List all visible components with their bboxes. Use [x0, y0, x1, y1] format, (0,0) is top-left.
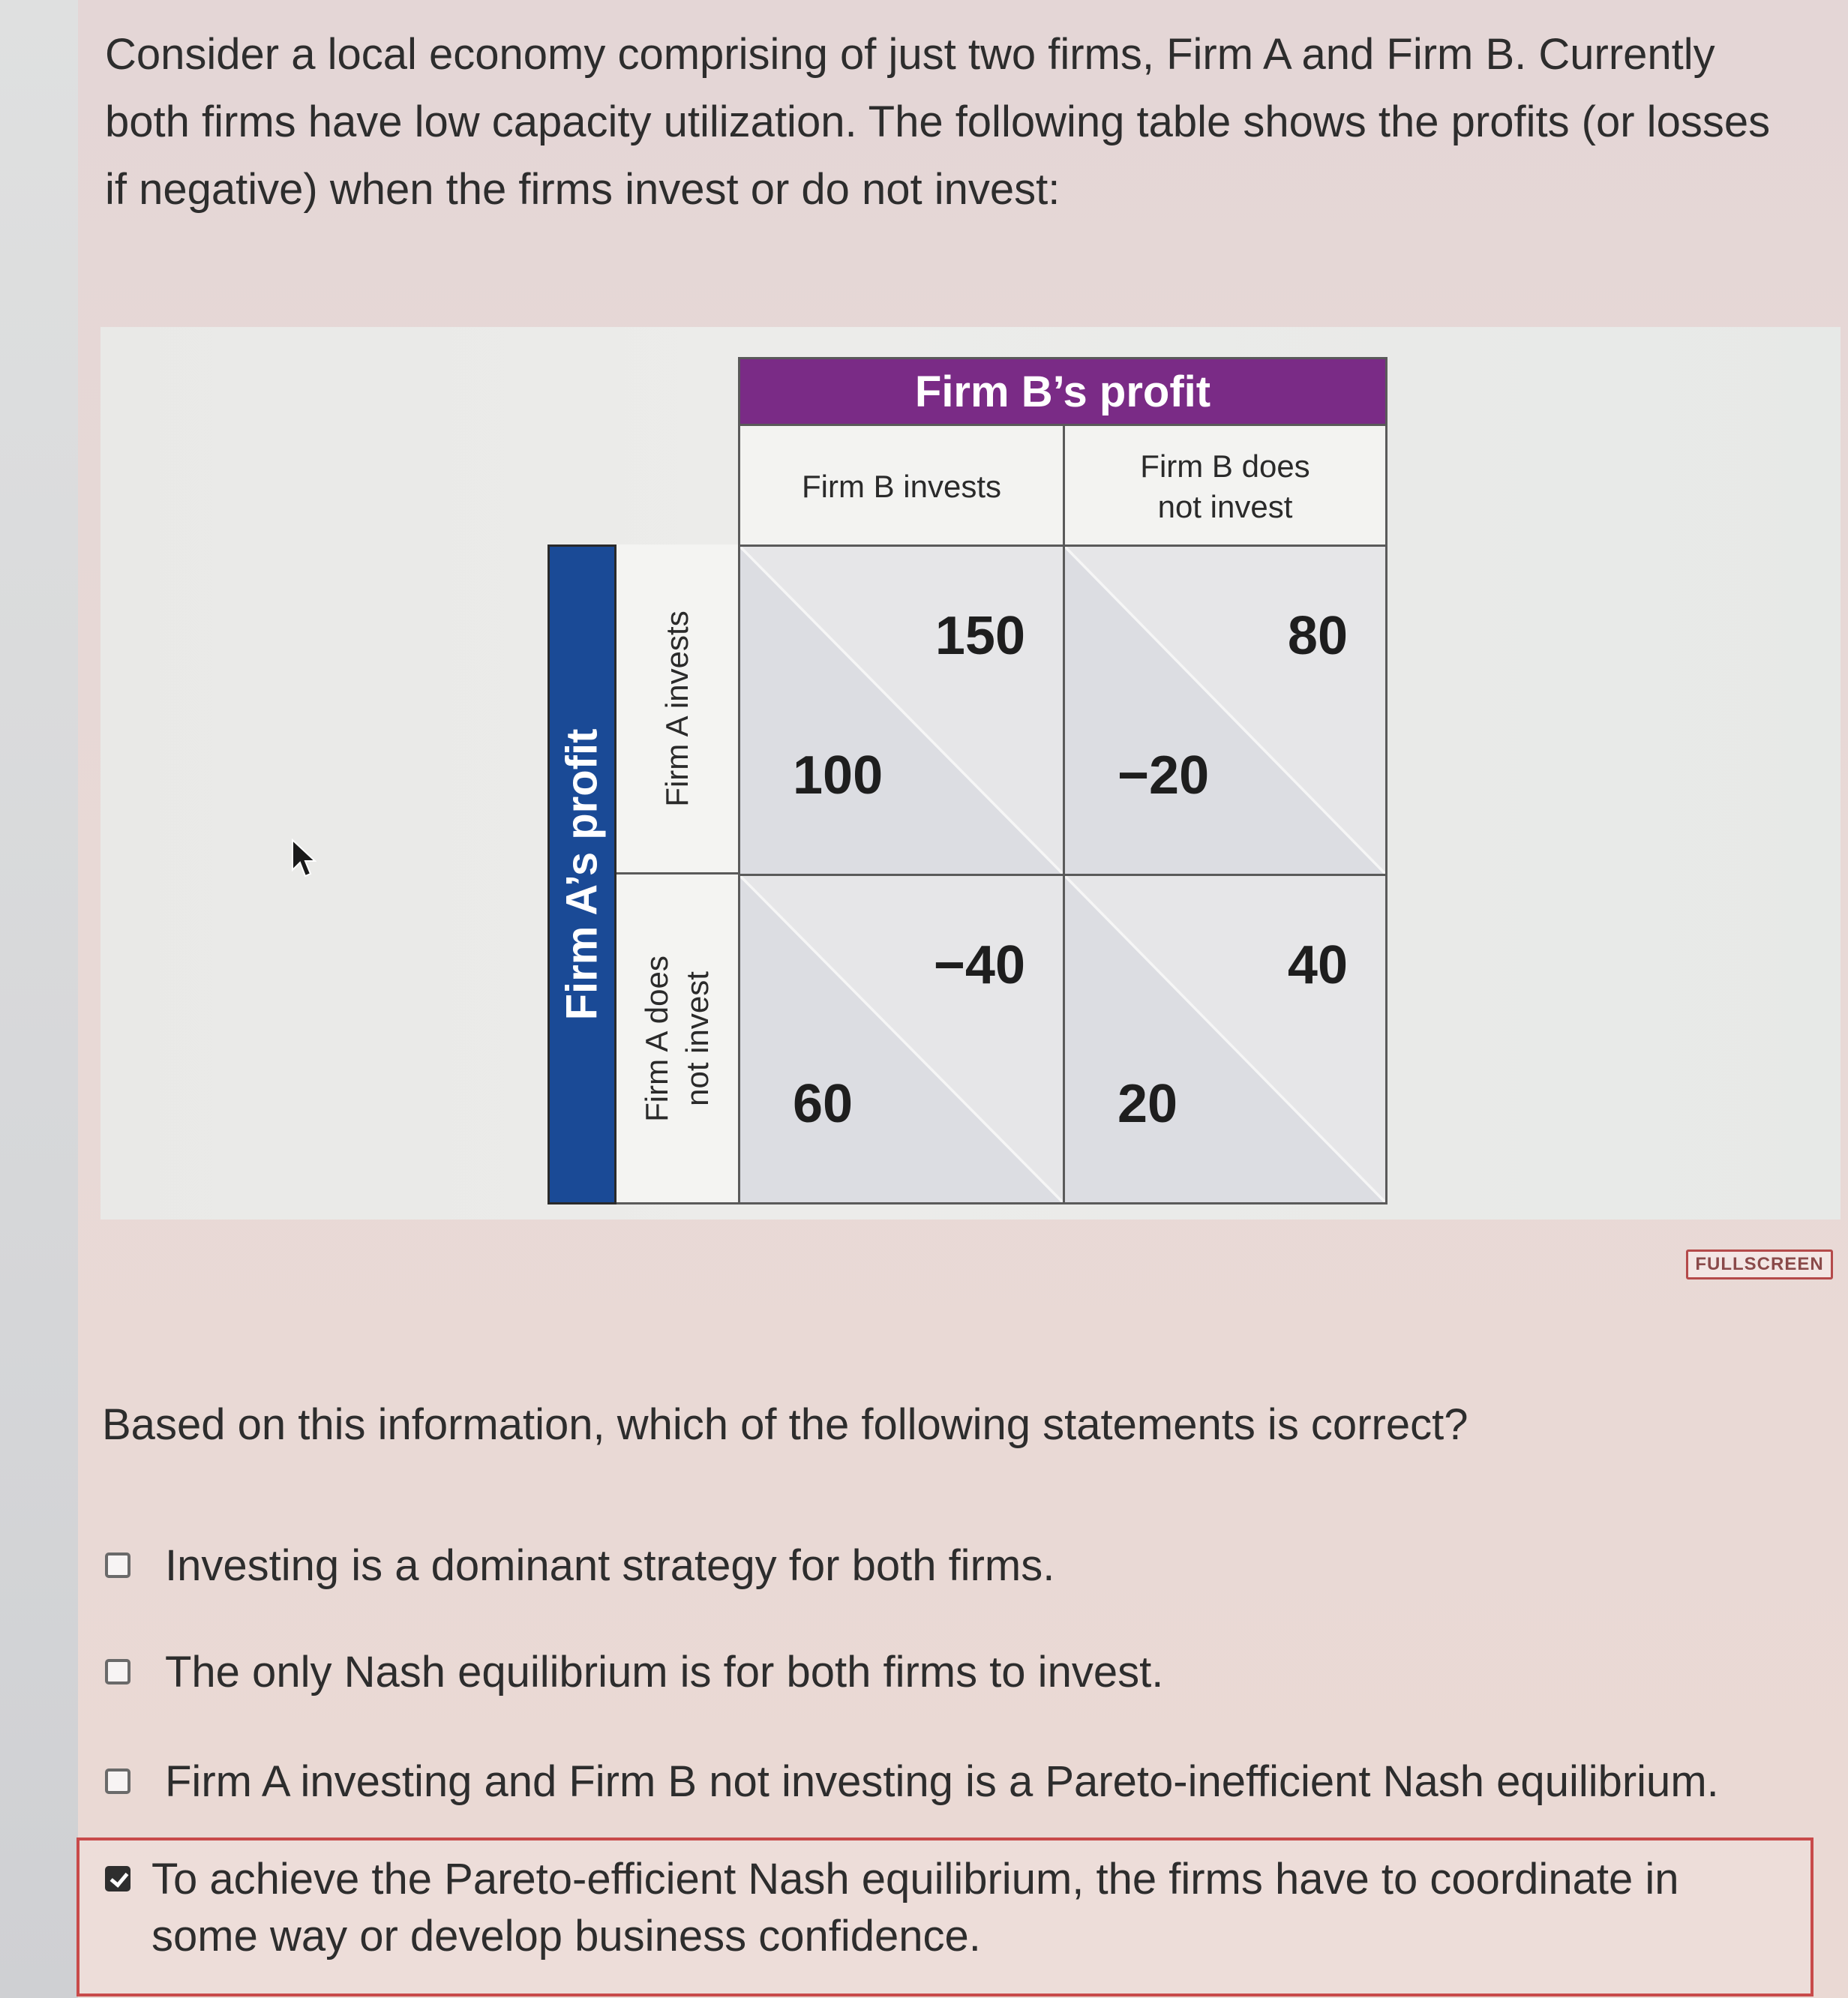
answer-option-selected[interactable] [105, 1851, 1785, 1965]
payoff-a: 20 [1118, 1074, 1178, 1134]
checkbox-unchecked[interactable] [105, 1768, 130, 1794]
row-label-a-invests: Firm A invests [659, 610, 694, 807]
left-margin [0, 0, 78, 1998]
question-prompt: Based on this information, which of the following statements is correct? [102, 1400, 1468, 1449]
intro-paragraph: Consider a local economy comprising of just two firms, Firm A and Firm B. Currently both firms have low capacity utilization. The following table shows the profits (or losses if negative) when the firms invest or do not invest: [105, 30, 1771, 214]
payoff-cell-notinvest-notinvest [1063, 874, 1388, 1204]
payoff-cell-notinvest-invest [738, 874, 1065, 1204]
cell-diagonal [1065, 547, 1385, 874]
row-label-a-not-invest: Firm A does not invest [639, 955, 715, 1122]
payoff-a: −20 [1118, 746, 1210, 806]
payoff-b: −40 [933, 935, 1025, 995]
option-label: The only Nash equilibrium is for both firms to invest. [165, 1648, 1164, 1696]
payoff-a: 100 [793, 746, 884, 806]
firm-b-profit-header: Firm B’s profit [738, 357, 1388, 426]
payoff-b: 40 [1287, 935, 1348, 995]
checkbox-checked[interactable] [105, 1866, 130, 1892]
option-label: To achieve the Pareto-efficient Nash equilibrium, the firms have to coordinate in some way or develop business confidence. [152, 1855, 1679, 1960]
payoff-b: 150 [934, 606, 1025, 666]
cell-diagonal [740, 876, 1063, 1202]
col-label-b-invests: Firm B invests [738, 426, 1065, 549]
firm-a-profit-header [548, 544, 616, 1204]
answer-option[interactable] [105, 1644, 1163, 1701]
row-label-a-not-invest-cell [616, 874, 738, 1204]
payoff-a: 60 [793, 1074, 854, 1134]
row-label-a-invests-cell [616, 544, 738, 874]
option-label: Investing is a dominant strategy for both firms. [165, 1541, 1055, 1590]
firm-a-profit-label: Firm A’s profit [557, 728, 607, 1021]
answer-option[interactable] [105, 1754, 1719, 1810]
answer-option[interactable] [105, 1538, 1054, 1594]
mouse-pointer-icon [291, 838, 316, 879]
fullscreen-button[interactable]: FULLSCREEN [1686, 1250, 1833, 1280]
col-label-b-not-invest: Firm B does not invest [1063, 426, 1388, 549]
payoff-cell-invest-notinvest [1063, 544, 1388, 876]
option-label: Firm A investing and Firm B not investing is a Pareto-inefficient Nash equilibrium. [165, 1757, 1719, 1806]
payoff-cell-invest-invest [738, 544, 1065, 876]
cell-diagonal [1065, 876, 1385, 1202]
checkbox-unchecked[interactable] [105, 1552, 130, 1578]
payoff-b: 80 [1287, 606, 1348, 666]
payoff-matrix [548, 357, 1388, 1204]
cell-diagonal [740, 547, 1063, 874]
checkbox-unchecked[interactable] [105, 1659, 130, 1684]
